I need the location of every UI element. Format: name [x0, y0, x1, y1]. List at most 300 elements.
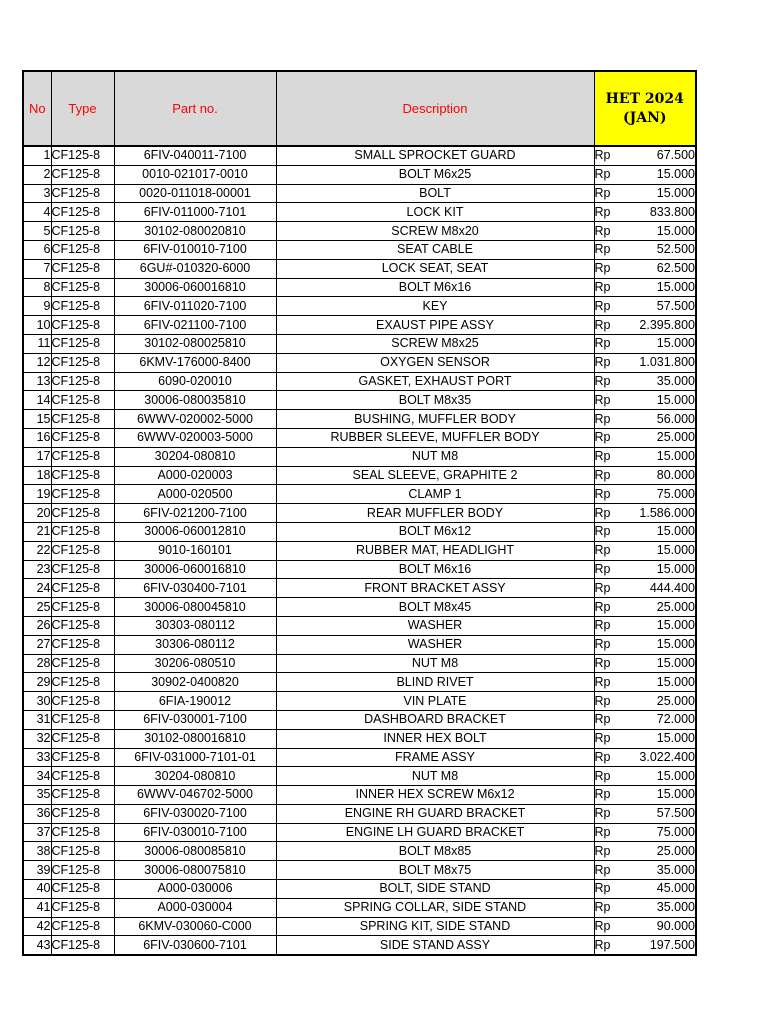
table-row — [23, 353, 696, 372]
row-description: ENGINE LH GUARD BRACKET — [276, 823, 594, 842]
row-price: 57.500 — [627, 804, 696, 823]
row-type: CF125-8 — [51, 673, 114, 692]
row-currency: Rp — [594, 917, 627, 936]
row-part-no: A000-030006 — [114, 880, 276, 899]
row-part-no: 30006-060016810 — [114, 560, 276, 579]
row-no: 41 — [23, 898, 51, 917]
row-price: 15.000 — [627, 673, 696, 692]
row-price: 25.000 — [627, 842, 696, 861]
row-type: CF125-8 — [51, 278, 114, 297]
row-type: CF125-8 — [51, 654, 114, 673]
row-part-no: 6GU#-010320-6000 — [114, 259, 276, 278]
row-part-no: A000-020003 — [114, 466, 276, 485]
row-type: CF125-8 — [51, 372, 114, 391]
row-type: CF125-8 — [51, 334, 114, 353]
row-currency: Rp — [594, 767, 627, 786]
row-description: FRAME ASSY — [276, 748, 594, 767]
row-part-no: 6WWV-046702-5000 — [114, 786, 276, 805]
row-no: 14 — [23, 391, 51, 410]
row-currency: Rp — [594, 165, 627, 184]
table-row — [23, 504, 696, 523]
row-description: SIDE STAND ASSY — [276, 936, 594, 955]
row-type: CF125-8 — [51, 504, 114, 523]
row-part-no: 6FIV-021200-7100 — [114, 504, 276, 523]
row-no: 11 — [23, 334, 51, 353]
row-description: WASHER — [276, 635, 594, 654]
table-row — [23, 598, 696, 617]
row-currency: Rp — [594, 880, 627, 899]
header-het-title: HET 2024 — [605, 90, 684, 107]
table-row — [23, 316, 696, 335]
row-type: CF125-8 — [51, 146, 114, 165]
row-description: NUT M8 — [276, 447, 594, 466]
table-row — [23, 146, 696, 165]
row-price: 1.586.000 — [627, 504, 696, 523]
row-currency: Rp — [594, 635, 627, 654]
row-part-no: 30006-080075810 — [114, 861, 276, 880]
row-type: CF125-8 — [51, 297, 114, 316]
row-description: EXAUST PIPE ASSY — [276, 316, 594, 335]
row-no: 22 — [23, 541, 51, 560]
table-row — [23, 447, 696, 466]
row-currency: Rp — [594, 353, 627, 372]
row-type: CF125-8 — [51, 579, 114, 598]
row-no: 21 — [23, 522, 51, 541]
row-price: 35.000 — [627, 861, 696, 880]
row-price: 3.022.400 — [627, 748, 696, 767]
row-price: 25.000 — [627, 428, 696, 447]
row-type: CF125-8 — [51, 522, 114, 541]
row-currency: Rp — [594, 316, 627, 335]
row-type: CF125-8 — [51, 410, 114, 429]
row-type: CF125-8 — [51, 710, 114, 729]
row-price: 80.000 — [627, 466, 696, 485]
row-currency: Rp — [594, 410, 627, 429]
row-currency: Rp — [594, 842, 627, 861]
row-description: SPRING COLLAR, SIDE STAND — [276, 898, 594, 917]
row-price: 62.500 — [627, 259, 696, 278]
row-currency: Rp — [594, 372, 627, 391]
table-row — [23, 428, 696, 447]
header-type: Type — [51, 71, 114, 146]
table-row — [23, 334, 696, 353]
table-row — [23, 804, 696, 823]
row-type: CF125-8 — [51, 391, 114, 410]
row-part-no: 30006-080035810 — [114, 391, 276, 410]
row-part-no: 30902-0400820 — [114, 673, 276, 692]
row-type: CF125-8 — [51, 729, 114, 748]
row-price: 15.000 — [627, 560, 696, 579]
row-no: 18 — [23, 466, 51, 485]
row-price: 45.000 — [627, 880, 696, 899]
header-het-period: (JAN) — [622, 109, 667, 126]
table-row — [23, 522, 696, 541]
row-currency: Rp — [594, 541, 627, 560]
table-row — [23, 560, 696, 579]
row-price: 15.000 — [627, 334, 696, 353]
row-part-no: 30206-080510 — [114, 654, 276, 673]
row-no: 35 — [23, 786, 51, 805]
row-type: CF125-8 — [51, 823, 114, 842]
row-description: WASHER — [276, 616, 594, 635]
row-part-no: 6FIV-030400-7101 — [114, 579, 276, 598]
table-row — [23, 729, 696, 748]
row-price: 15.000 — [627, 767, 696, 786]
row-description: ENGINE RH GUARD BRACKET — [276, 804, 594, 823]
row-description: SEAT CABLE — [276, 240, 594, 259]
row-currency: Rp — [594, 504, 627, 523]
table-row — [23, 767, 696, 786]
row-description: SPRING KIT, SIDE STAND — [276, 917, 594, 936]
row-no: 33 — [23, 748, 51, 767]
row-currency: Rp — [594, 428, 627, 447]
row-description: BOLT — [276, 184, 594, 203]
row-type: CF125-8 — [51, 861, 114, 880]
row-currency: Rp — [594, 466, 627, 485]
table-row — [23, 184, 696, 203]
table-row — [23, 880, 696, 899]
row-part-no: 6FIV-030001-7100 — [114, 710, 276, 729]
row-price: 67.500 — [627, 146, 696, 165]
row-type: CF125-8 — [51, 898, 114, 917]
row-part-no: 30006-060016810 — [114, 278, 276, 297]
table-row — [23, 165, 696, 184]
row-type: CF125-8 — [51, 692, 114, 711]
row-price: 444.400 — [627, 579, 696, 598]
row-part-no: A000-030004 — [114, 898, 276, 917]
row-price: 35.000 — [627, 372, 696, 391]
row-no: 42 — [23, 917, 51, 936]
row-currency: Rp — [594, 560, 627, 579]
row-currency: Rp — [594, 786, 627, 805]
row-currency: Rp — [594, 278, 627, 297]
header-part-no: Part no. — [114, 71, 276, 146]
row-type: CF125-8 — [51, 165, 114, 184]
row-part-no: 30006-080085810 — [114, 842, 276, 861]
row-currency: Rp — [594, 297, 627, 316]
row-part-no: 6FIA-190012 — [114, 692, 276, 711]
row-description: BOLT M8x35 — [276, 391, 594, 410]
row-no: 25 — [23, 598, 51, 617]
row-description: BOLT, SIDE STAND — [276, 880, 594, 899]
row-type: CF125-8 — [51, 767, 114, 786]
table-row — [23, 466, 696, 485]
row-description: CLAMP 1 — [276, 485, 594, 504]
row-currency: Rp — [594, 654, 627, 673]
row-currency: Rp — [594, 936, 627, 955]
row-part-no: 6FIV-011020-7100 — [114, 297, 276, 316]
row-part-no: A000-020500 — [114, 485, 276, 504]
row-no: 5 — [23, 222, 51, 241]
row-type: CF125-8 — [51, 485, 114, 504]
row-currency: Rp — [594, 692, 627, 711]
row-currency: Rp — [594, 898, 627, 917]
row-type: CF125-8 — [51, 353, 114, 372]
row-no: 19 — [23, 485, 51, 504]
table-row — [23, 222, 696, 241]
row-description: FRONT BRACKET ASSY — [276, 579, 594, 598]
row-currency: Rp — [594, 447, 627, 466]
row-no: 31 — [23, 710, 51, 729]
row-currency: Rp — [594, 240, 627, 259]
row-price: 15.000 — [627, 184, 696, 203]
row-price: 56.000 — [627, 410, 696, 429]
row-no: 28 — [23, 654, 51, 673]
row-currency: Rp — [594, 710, 627, 729]
table-row — [23, 823, 696, 842]
table-row — [23, 579, 696, 598]
row-no: 8 — [23, 278, 51, 297]
row-type: CF125-8 — [51, 936, 114, 955]
row-currency: Rp — [594, 184, 627, 203]
table-row — [23, 898, 696, 917]
row-price: 75.000 — [627, 823, 696, 842]
row-no: 12 — [23, 353, 51, 372]
table-row — [23, 391, 696, 410]
row-no: 17 — [23, 447, 51, 466]
row-price: 90.000 — [627, 917, 696, 936]
row-part-no: 0020-011018-00001 — [114, 184, 276, 203]
table-row — [23, 410, 696, 429]
row-description: BOLT M8x45 — [276, 598, 594, 617]
row-part-no: 6WWV-020002-5000 — [114, 410, 276, 429]
row-currency: Rp — [594, 222, 627, 241]
row-type: CF125-8 — [51, 541, 114, 560]
row-part-no: 30102-080016810 — [114, 729, 276, 748]
row-part-no: 0010-021017-0010 — [114, 165, 276, 184]
table-row — [23, 673, 696, 692]
row-price: 15.000 — [627, 278, 696, 297]
row-price: 25.000 — [627, 692, 696, 711]
row-no: 4 — [23, 203, 51, 222]
row-description: RUBBER SLEEVE, MUFFLER BODY — [276, 428, 594, 447]
row-price: 15.000 — [627, 222, 696, 241]
table-row — [23, 635, 696, 654]
row-currency: Rp — [594, 391, 627, 410]
row-part-no: 6FIV-030010-7100 — [114, 823, 276, 842]
row-part-no: 6090-020010 — [114, 372, 276, 391]
row-no: 16 — [23, 428, 51, 447]
table-row — [23, 541, 696, 560]
row-description: DASHBOARD BRACKET — [276, 710, 594, 729]
row-no: 43 — [23, 936, 51, 955]
row-part-no: 6KMV-030060-C000 — [114, 917, 276, 936]
header-row — [23, 71, 696, 146]
row-type: CF125-8 — [51, 447, 114, 466]
table-row — [23, 748, 696, 767]
table-row — [23, 278, 696, 297]
table-row — [23, 917, 696, 936]
row-type: CF125-8 — [51, 635, 114, 654]
row-type: CF125-8 — [51, 184, 114, 203]
row-part-no: 30303-080112 — [114, 616, 276, 635]
row-price: 15.000 — [627, 654, 696, 673]
row-currency: Rp — [594, 804, 627, 823]
row-price: 15.000 — [627, 522, 696, 541]
row-description: GASKET, EXHAUST PORT — [276, 372, 594, 391]
row-price: 35.000 — [627, 898, 696, 917]
row-no: 15 — [23, 410, 51, 429]
row-type: CF125-8 — [51, 616, 114, 635]
row-part-no: 9010-160101 — [114, 541, 276, 560]
parts-price-table — [22, 70, 697, 956]
row-currency: Rp — [594, 729, 627, 748]
table-row — [23, 372, 696, 391]
row-price: 833.800 — [627, 203, 696, 222]
row-part-no: 30006-080045810 — [114, 598, 276, 617]
table-row — [23, 297, 696, 316]
table-row — [23, 786, 696, 805]
row-no: 1 — [23, 146, 51, 165]
row-part-no: 6FIV-030020-7100 — [114, 804, 276, 823]
row-price: 15.000 — [627, 616, 696, 635]
row-no: 32 — [23, 729, 51, 748]
row-type: CF125-8 — [51, 222, 114, 241]
row-price: 15.000 — [627, 165, 696, 184]
table-row — [23, 936, 696, 955]
row-price: 2.395.800 — [627, 316, 696, 335]
table-row — [23, 259, 696, 278]
row-description: INNER HEX BOLT — [276, 729, 594, 748]
row-part-no: 30204-080810 — [114, 447, 276, 466]
row-no: 36 — [23, 804, 51, 823]
row-price: 15.000 — [627, 447, 696, 466]
row-currency: Rp — [594, 616, 627, 635]
row-type: CF125-8 — [51, 917, 114, 936]
row-description: RUBBER MAT, HEADLIGHT — [276, 541, 594, 560]
row-price: 52.500 — [627, 240, 696, 259]
row-part-no: 30102-080025810 — [114, 334, 276, 353]
row-currency: Rp — [594, 598, 627, 617]
row-currency: Rp — [594, 579, 627, 598]
row-type: CF125-8 — [51, 428, 114, 447]
row-type: CF125-8 — [51, 748, 114, 767]
row-part-no: 6FIV-030600-7101 — [114, 936, 276, 955]
row-type: CF125-8 — [51, 786, 114, 805]
row-currency: Rp — [594, 203, 627, 222]
row-no: 13 — [23, 372, 51, 391]
row-no: 10 — [23, 316, 51, 335]
row-price: 57.500 — [627, 297, 696, 316]
row-description: LOCK KIT — [276, 203, 594, 222]
row-price: 197.500 — [627, 936, 696, 955]
row-price: 25.000 — [627, 598, 696, 617]
row-price: 15.000 — [627, 391, 696, 410]
row-description: SCREW M8x20 — [276, 222, 594, 241]
row-description: KEY — [276, 297, 594, 316]
row-no: 2 — [23, 165, 51, 184]
row-price: 15.000 — [627, 786, 696, 805]
row-no: 27 — [23, 635, 51, 654]
row-currency: Rp — [594, 334, 627, 353]
table-row — [23, 203, 696, 222]
row-description: LOCK SEAT, SEAT — [276, 259, 594, 278]
table-row — [23, 616, 696, 635]
row-part-no: 30102-080020810 — [114, 222, 276, 241]
table-row — [23, 485, 696, 504]
row-description: BUSHING, MUFFLER BODY — [276, 410, 594, 429]
row-part-no: 30204-080810 — [114, 767, 276, 786]
row-description: OXYGEN SENSOR — [276, 353, 594, 372]
row-description: BOLT M8x75 — [276, 861, 594, 880]
row-no: 3 — [23, 184, 51, 203]
row-no: 24 — [23, 579, 51, 598]
row-currency: Rp — [594, 823, 627, 842]
table-row — [23, 692, 696, 711]
table-row — [23, 842, 696, 861]
row-type: CF125-8 — [51, 880, 114, 899]
row-currency: Rp — [594, 485, 627, 504]
row-price: 15.000 — [627, 635, 696, 654]
row-no: 29 — [23, 673, 51, 692]
row-description: BOLT M6x25 — [276, 165, 594, 184]
table-row — [23, 861, 696, 880]
row-no: 30 — [23, 692, 51, 711]
row-no: 40 — [23, 880, 51, 899]
row-part-no: 6FIV-021100-7100 — [114, 316, 276, 335]
row-type: CF125-8 — [51, 560, 114, 579]
row-no: 20 — [23, 504, 51, 523]
row-type: CF125-8 — [51, 804, 114, 823]
row-part-no: 6FIV-011000-7101 — [114, 203, 276, 222]
row-part-no: 6FIV-031000-7101-01 — [114, 748, 276, 767]
row-part-no: 30006-060012810 — [114, 522, 276, 541]
row-no: 26 — [23, 616, 51, 635]
row-part-no: 30306-080112 — [114, 635, 276, 654]
header-het-2024 — [594, 71, 696, 146]
row-description: BOLT M6x16 — [276, 278, 594, 297]
row-type: CF125-8 — [51, 203, 114, 222]
row-description: BLIND RIVET — [276, 673, 594, 692]
row-type: CF125-8 — [51, 466, 114, 485]
row-description: SEAL SLEEVE, GRAPHITE 2 — [276, 466, 594, 485]
row-description: VIN PLATE — [276, 692, 594, 711]
row-no: 23 — [23, 560, 51, 579]
row-description: INNER HEX SCREW M6x12 — [276, 786, 594, 805]
row-no: 34 — [23, 767, 51, 786]
row-no: 39 — [23, 861, 51, 880]
row-type: CF125-8 — [51, 240, 114, 259]
row-description: SMALL SPROCKET GUARD — [276, 146, 594, 165]
row-description: REAR MUFFLER BODY — [276, 504, 594, 523]
row-part-no: 6WWV-020003-5000 — [114, 428, 276, 447]
row-currency: Rp — [594, 861, 627, 880]
row-no: 9 — [23, 297, 51, 316]
row-part-no: 6FIV-040011-7100 — [114, 146, 276, 165]
row-price: 75.000 — [627, 485, 696, 504]
header-no: No — [23, 71, 51, 146]
row-description: SCREW M8x25 — [276, 334, 594, 353]
row-currency: Rp — [594, 259, 627, 278]
row-type: CF125-8 — [51, 842, 114, 861]
row-description: BOLT M6x16 — [276, 560, 594, 579]
table-row — [23, 240, 696, 259]
row-type: CF125-8 — [51, 316, 114, 335]
row-currency: Rp — [594, 146, 627, 165]
row-type: CF125-8 — [51, 259, 114, 278]
row-price: 72.000 — [627, 710, 696, 729]
row-price: 15.000 — [627, 541, 696, 560]
table-row — [23, 654, 696, 673]
row-no: 38 — [23, 842, 51, 861]
table-body — [23, 146, 696, 955]
row-currency: Rp — [594, 748, 627, 767]
row-price: 15.000 — [627, 729, 696, 748]
row-no: 37 — [23, 823, 51, 842]
table-row — [23, 710, 696, 729]
row-type: CF125-8 — [51, 598, 114, 617]
row-currency: Rp — [594, 522, 627, 541]
